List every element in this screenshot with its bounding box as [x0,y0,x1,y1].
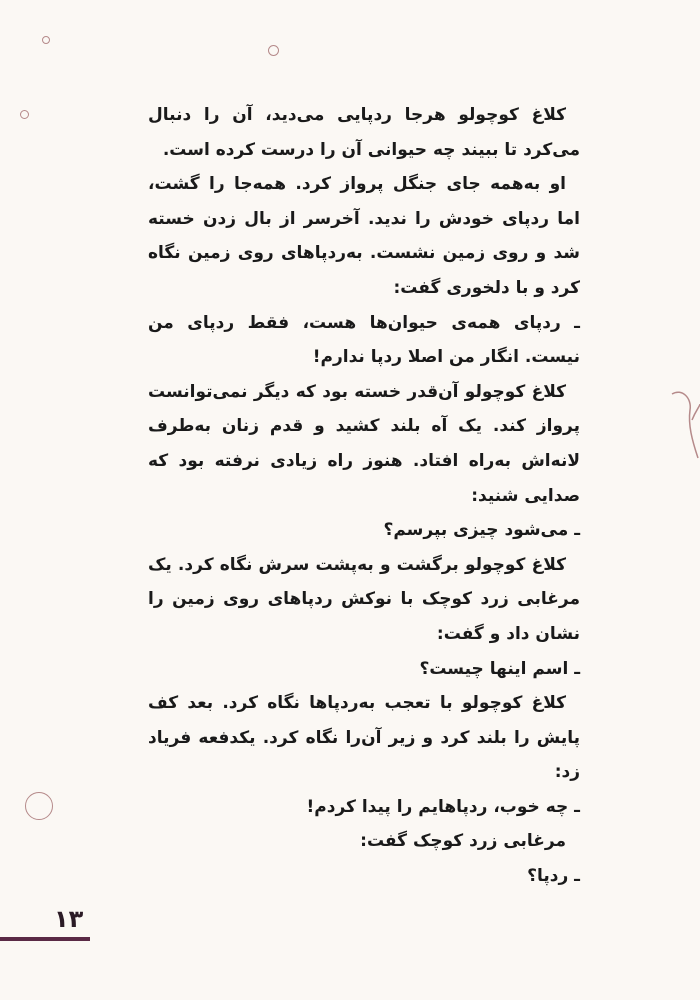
dialog-line: ـ ردپا؟ [527,866,580,887]
sprout-doodle-icon [670,380,700,460]
dialog-line: ـ می‌شود چیزی بپرسم؟ [383,520,580,541]
page-number-rule [0,937,90,941]
paragraph: کلاغ کوچولو آن‌قدر خسته بود که دیگر نمی‌توانست پرواز کند. یک آه بلند کشید و قدم زنان به‌طرف لانه‌اش به‌راه افتاد. هنوز راه زیادی نرفته بود که صدایی شنید: [148,381,580,506]
page-number: ۱۳ [54,905,84,933]
decorative-circle-icon [25,792,53,820]
paragraph: کلاغ کوچولو هرجا ردپایی می‌دید، آن را دنبال می‌کرد تا ببیند چه حیوانی آن را درست کرده است. [148,105,580,160]
paragraph: کلاغ کوچولو برگشت و به‌پشت سرش نگاه کرد. یک مرغابی زرد کوچک با نوکش ردپاهای روی زمین را نشان داد و گفت: [148,554,580,644]
dialog-line: ـ ردپای همه‌ی حیوان‌ها هست، فقط ردپای من نیست. انگار من اصلا ردپا ندارم! [148,312,580,368]
decorative-dot-icon [268,45,279,56]
dialog-line: ـ اسم اینها چیست؟ [419,658,580,679]
paragraph: مرغابی زرد کوچک گفت: [360,831,566,852]
dialog-line: ـ چه خوب، ردپاهایم را پیدا کردم! [306,796,580,817]
paragraph: او به‌همه جای جنگل پرواز کرد. همه‌جا را گشت، اما ردپای خودش را ندید. آخرسر از بال زدن خسته شد و روی زمین نشست. به‌ردپاهای روی زمین نگاه کرد و با دلخوری گفت: [148,174,580,298]
decorative-dot-icon [20,110,29,119]
decorative-dot-icon [42,36,50,44]
paragraph: کلاغ کوچولو با تعجب به‌ردپاها نگاه کرد. بعد کف پایش را بلند کرد و زیر آن‌را نگاه کرد. یکدفعه فریاد زد: [148,693,580,783]
story-text [148,98,580,894]
